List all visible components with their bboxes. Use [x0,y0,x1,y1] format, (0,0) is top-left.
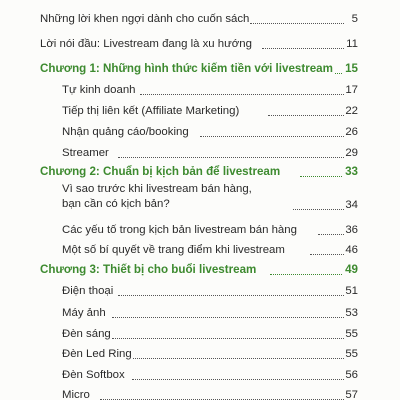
toc-entry-page: 36 [345,224,358,236]
toc-entry [0,121,400,141]
toc-entry-title-line1: Vì sao trước khi livestream bán hàng, [62,183,252,195]
toc-entry-page: 34 [345,199,358,211]
toc-entry-title: Streamer [62,147,109,159]
toc-entry [0,180,400,214]
toc-entry [0,239,400,259]
toc-entry-title: Điện thoại [62,285,114,297]
toc-entry-title: Tự kinh doanh [62,84,136,96]
chapter-page: 33 [345,165,358,178]
toc-chapter-entry [0,259,400,279]
leader-dots [118,295,344,296]
toc-entry [0,323,400,343]
leader-dots [112,317,344,318]
toc-entry-title-line2: bạn cần có kịch bản? [62,198,170,210]
toc-entry-page: 11 [346,38,358,50]
toc-entry [0,384,400,400]
leader-dots [200,136,344,137]
toc-entry-title: Tiếp thị liên kết (Affiliate Marketing) [62,105,240,117]
toc-chapter-entry [0,58,400,78]
toc-entry-title: Những lời khen ngợi dành cho cuốn sách [40,13,250,25]
toc-entry-title: Đèn Led Ring [62,348,132,360]
toc-entry-page: 56 [345,369,358,381]
chapter-page: 49 [345,263,358,276]
toc-entry [0,302,400,322]
leader-dots [140,94,344,95]
toc-entry-title: Lời nói đầu: Livestream đang là xu hướng [40,38,252,50]
toc-entry [0,142,400,162]
leader-dots [310,254,344,255]
leader-dots [118,157,344,158]
toc-entry-title: Nhận quảng cáo/booking [62,126,189,138]
toc-entry-title: Micro [62,389,90,400]
leader-dots [132,379,344,380]
toc-entry-page: 29 [345,147,358,159]
leader-dots [132,358,344,359]
toc-entry-title: Một số bí quyết về trang điểm khi livestream [62,244,285,256]
chapter-title: Chương 1: Những hình thức kiếm tiền với livestream [40,62,333,75]
leader-dots [270,274,342,275]
leader-dots [300,176,342,177]
toc-entry-page: 55 [345,348,358,360]
toc-entry-page: 17 [345,84,358,96]
toc-entry [0,219,400,239]
leader-dots [318,234,344,235]
toc-entry [0,343,400,363]
toc-entry [0,79,400,99]
toc-entry-page: 55 [345,328,358,340]
toc-entry-page: 53 [345,307,358,319]
chapter-title: Chương 3: Thiết bị cho buổi livestream [40,263,257,276]
chapter-title: Chương 2: Chuẩn bị kịch bản để livestream [40,165,281,178]
toc-entry [0,100,400,120]
leader-dots [250,23,344,24]
toc-entry-title: Đèn Softbox [62,369,125,381]
toc-entry-title: Máy ảnh [62,307,106,319]
leader-dots [268,115,344,116]
toc-entry [0,33,400,53]
toc-entry-page: 46 [345,244,358,256]
toc-entry-title: Đèn sáng [62,328,111,340]
leader-dots [112,338,344,339]
leader-dots [262,48,344,49]
toc-entry-page: 22 [345,105,358,117]
toc-entry-page: 5 [351,13,358,25]
toc-entry [0,364,400,384]
toc-entry-page: 57 [345,389,358,400]
toc-entry [0,8,400,28]
toc-entry-title: Các yếu tố trong kịch bản livestream bán hàng [62,224,297,236]
chapter-page: 15 [345,62,358,75]
toc-chapter-entry [0,161,400,181]
toc-entry-title [62,182,293,212]
toc-entry-page: 51 [345,285,358,297]
toc-entry-page: 26 [345,126,358,138]
toc-entry [0,280,400,300]
